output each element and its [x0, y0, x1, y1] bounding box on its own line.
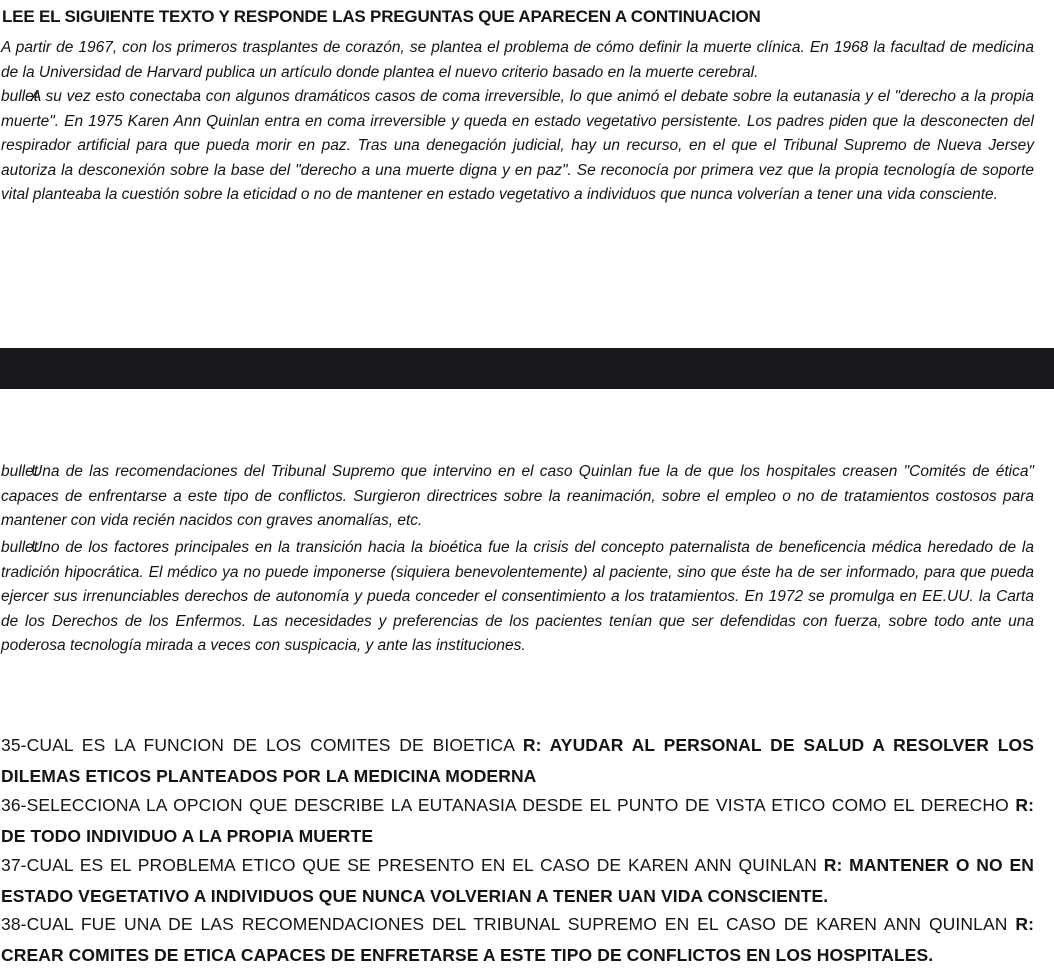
answer-text: R: CREAR COMITES DE ETICA CAPACES DE ENFRETARSE A ESTE TIPO DE CONFLICTOS EN LOS HOSPITALES. [1, 914, 1034, 965]
bullet-marker: bullet [1, 539, 39, 556]
answer-text: R: DE TODO INDIVIDUO A LA PROPIA MUERTE [1, 795, 1034, 846]
paragraph-1 [1, 36, 1034, 208]
bullet-marker: bullet [1, 463, 39, 480]
bullet-marker: bullet [1, 88, 39, 105]
question-text: 37-CUAL ES EL PROBLEMA ETICO QUE SE PRESENTO EN EL CASO DE KAREN ANN QUINLAN [1, 855, 824, 875]
paragraph-1-intro: A partir de 1967, con los primeros trasplantes de corazón, se plantea el problema de cómo definir la muerte clínica. En 1968 la facultad de medicina de la Universidad de Harvard publica un artículo donde plantea el nuevo criterio basado en la muerte cerebral. [1, 39, 1034, 81]
document-heading: LEE EL SIGUIENTE TEXTO Y RESPONDE LAS PREGUNTAS QUE APARECEN A CONTINUACION [2, 7, 761, 26]
question-text: 35-CUAL ES LA FUNCION DE LOS COMITES DE BIOETICA [1, 735, 523, 755]
redaction-bar [0, 348, 1054, 389]
answer-text: R: MANTENER O NO EN ESTADO VEGETATIVO A INDIVIDUOS QUE NUNCA VOLVERIAN A TENER UAN VIDA CONSCIENTE. [1, 855, 1034, 906]
paragraph-3-body: Uno de los factores principales en la transición hacia la bioética fue la crisis del concepto paternalista de beneficencia médica heredado de la tradición hipocrática. El médico ya no puede imponerse (siquiera benevolentemente) al paciente, sino que éste ha de ser informado, para que pueda ejercer sus irrenunciables derechos de autonomía y pueda conceder el consentimiento a los tratamientos. En 1972 se promulga en EE.UU. la Carta de los Derechos de los Enfermos. Las necesidades y preferencias de los pacientes tenían que ser defendidas con fuerza, sobre todo ante una poderosa tecnología mirada a veces con suspicacia, y ante las instituciones. [1, 539, 1034, 654]
answer-text: R: AYUDAR AL PERSONAL DE SALUD A RESOLVER LOS DILEMAS ETICOS PLANTEADOS POR LA MEDICINA MODERNA [1, 735, 1034, 786]
question-text: 38-CUAL FUE UNA DE LAS RECOMENDACIONES DEL TRIBUNAL SUPREMO EN EL CASO DE KAREN ANN QUINLAN [1, 914, 1016, 934]
paragraph-2-body: Una de las recomendaciones del Tribunal Supremo que intervino en el caso Quinlan fue la de que los hospitales creasen "Comités de ética" capaces de enfrentarse a este tipo de conflictos. Surgieron directrices sobre la reanimación, sobre el empleo o no de tratamientos costosos para mantener con vida recién nacidos con graves anomalías, etc. [1, 463, 1034, 529]
paragraph-2 [1, 460, 1034, 534]
paragraph-1-body: A su vez esto conectaba con algunos dramáticos casos de coma irreversible, lo que animó el debate sobre la eutanasia y el "derecho a la propia muerte". En 1975 Karen Ann Quinlan entra en coma irreversible y queda en estado vegetativo persistente. Los padres piden que la desconecten del respirador artificial para que pueda morir en paz. Tras una denegación judicial, hay un recurso, en el que el Tribunal Supremo de Nueva Jersey autoriza la desconexión sobre la base del "derecho a una muerte digna y en paz". Se reconocía por primera vez que la propia tecnología de soporte vital planteaba la cuestión sobre la eticidad o no de mantener en estado vegetativo a individuos que nunca volverían a tener una vida consciente. [1, 88, 1034, 203]
question-38 [1, 909, 1034, 971]
question-35 [1, 730, 1034, 792]
question-text: 36-SELECCIONA LA OPCION QUE DESCRIBE LA EUTANASIA DESDE EL PUNTO DE VISTA ETICO COMO EL DERECHO [1, 795, 1016, 815]
question-36 [1, 790, 1034, 852]
paragraph-3 [1, 536, 1034, 659]
question-37 [1, 850, 1034, 912]
